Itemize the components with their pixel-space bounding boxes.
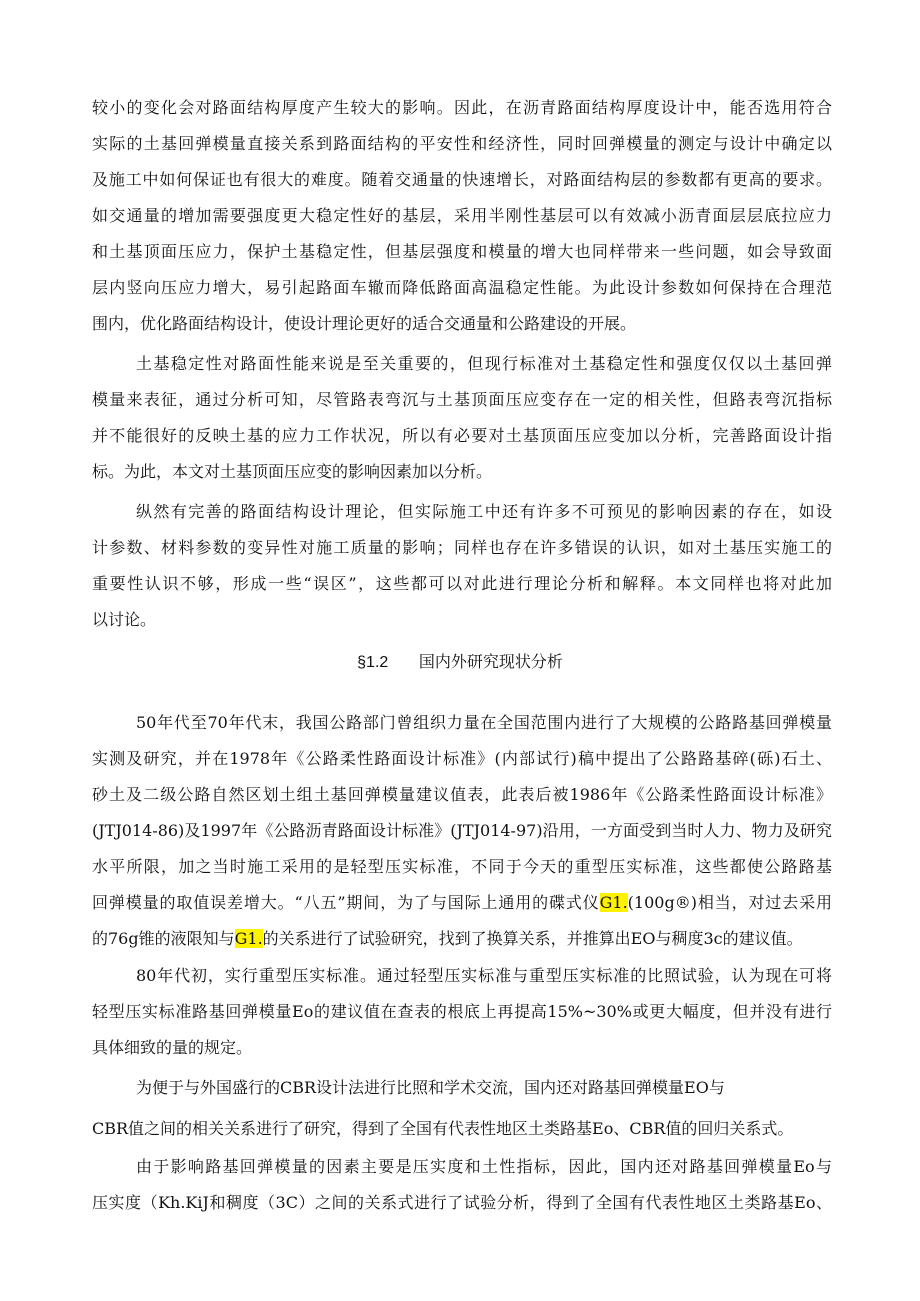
text-line: 层内竖向压应力增大，易引起路面车辙而降低路面高温稳定性能。为此设计参数如何保持在合理范	[92, 278, 832, 297]
text-line: 水平所限，加之当时施工采用的是轻型压实标准，不同于今天的重型压实标准，这些都使公路路基	[92, 857, 832, 876]
section-title: 国内外研究现状分析	[418, 652, 563, 671]
text-line: 实际的土基回弹模量直接关系到路面结构的平安性和经济性，同时回弹模量的测定与设计中确定以	[92, 134, 832, 153]
text-line: 及施工中如何保证也有很大的难度。随着交通量的快速增长，对路面结构层的参数都有更高的要求。	[92, 170, 832, 189]
text-line: 计参数、材料参数的变异性对施工质量的影响；同样也存在许多错误的认识，如对土基压实施工的	[92, 538, 832, 557]
text-line: 50年代至70年代末，我国公路部门曾组织力量在全国范围内进行了大规模的公路路基回弹模量	[136, 713, 832, 732]
text-line: 纵然有完善的路面结构设计理论，但实际施工中还有许多不可预见的影响因素的存在，如设	[136, 502, 832, 521]
text-line: 并不能很好的反映土基的应力工作状况，所以有必要对土基顶面压应变加以分析，完善路面设计指	[92, 426, 832, 445]
text-line: (JTJ014-86)及1997年《公路沥青路面设计标准》(JTJ014-97)沿用，一方面受到当时人力、物力及研究	[92, 821, 832, 840]
section-number: §1.2	[357, 654, 389, 671]
text-line: 砂土及二级公路自然区划土组土基回弹模量建议值表，此表后被1986年《公路柔性路面设计标准》	[92, 785, 832, 804]
section-heading	[0, 652, 920, 673]
text-span: 的76g锥的液限知与	[92, 929, 235, 948]
text-line: 80年代初，实行重型压实标准。通过轻型压实标准与重型压实标准的比照试验，认为现在可将	[136, 966, 832, 985]
text-span: 的关系进行了试验研究，找到了换算关系，并推算出EO与稠度3c的建议值。	[262, 929, 803, 948]
text-line: 实测及研究，并在1978年《公路柔性路面设计标准》(内部试行)稿中提出了公路路基碎(砾)石土、	[92, 749, 832, 768]
text-line: 具体细致的量的规定。	[92, 1038, 253, 1057]
text-line: 较小的变化会对路面结构厚度产生较大的影响。因此，在沥青路面结构厚度设计中，能否选用符合	[92, 98, 832, 117]
text-span: (100g®)相当，对过去采用	[627, 893, 832, 912]
text-line: 重要性认识不够，形成一些“误区”，这些都可以对此进行理论分析和解释。本文同样也将对此加	[92, 574, 832, 593]
text-line	[92, 893, 832, 913]
text-line	[92, 929, 832, 949]
text-line: 模量来表征，通过分析可知，尽管路表弯沉与土基顶面压应变存在一定的相关性，但路表弯沉指标	[92, 390, 832, 409]
text-line: 土基稳定性对路面性能来说是至关重要的，但现行标准对土基稳定性和强度仅仅以土基回弹	[136, 354, 832, 373]
text-line: 以讨论。	[92, 610, 157, 629]
text-line: 轻型压实标准路基回弹模量Eo的建议值在查表的根底上再提高15%~30%或更大幅度，但并没有进行	[92, 1002, 832, 1021]
text-span: 回弹模量的取值误差增大。“八五”期间，为了与国际上通用的碟式仪	[92, 893, 600, 912]
highlighted-text: G1.	[234, 929, 263, 948]
text-line: 由于影响路基回弹模量的因素主要是压实度和土性指标，因此，国内还对路基回弹模量Eo与	[136, 1157, 832, 1176]
highlighted-text: G1.	[599, 893, 628, 912]
text-line: 围内，优化路面结构设计，使设计理论更好的适合交通量和公路建设的开展。	[92, 314, 637, 333]
text-line: 和土基顶面压应力，保护土基稳定性，但基层强度和模量的增大也同样带来一些问题，如会导致面	[92, 242, 832, 261]
text-line: 压实度（Kh.KiJ和稠度（3C）之间的关系式进行了试验分析，得到了全国有代表性地区土类路基Eo、	[92, 1193, 832, 1212]
text-line: 如交通量的增加需要强度更大稳定性好的基层，采用半刚性基层可以有效减小沥青面层层底拉应力	[92, 206, 832, 225]
text-line: 标。为此，本文对土基顶面压应变的影响因素加以分析。	[92, 462, 493, 481]
text-line: 为便于与外国盛行的CBR设计法进行比照和学术交流，国内还对路基回弹模量EO与	[136, 1078, 725, 1097]
text-line: CBR值之间的相关关系进行了研究，得到了全国有代表性地区土类路基Eo、CBR值的回归关系式。	[92, 1119, 794, 1138]
